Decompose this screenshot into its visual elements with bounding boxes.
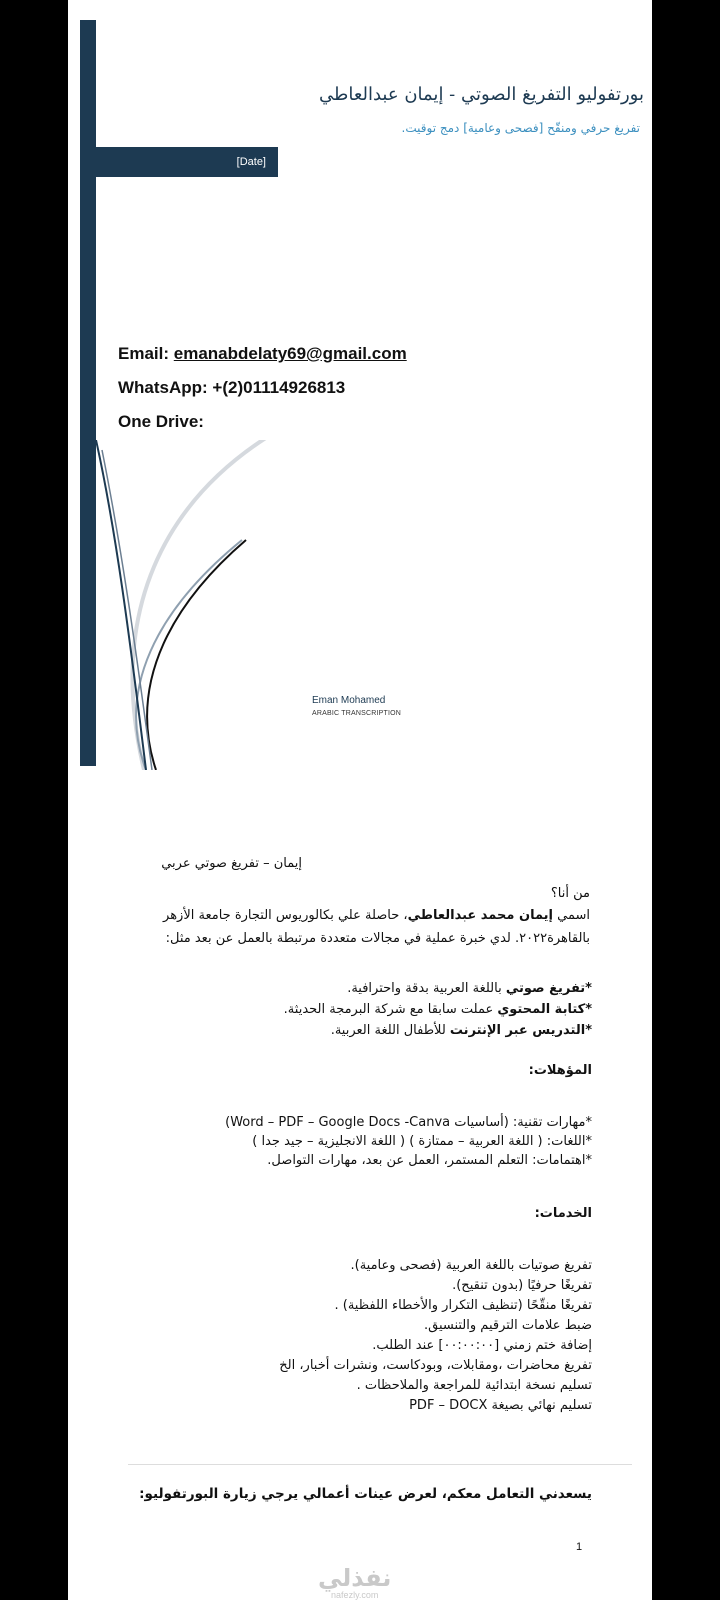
date-placeholder[interactable] (96, 147, 278, 177)
skill-text: عملت سابقا مع شركة البرمجة الحديثة. (283, 1002, 498, 1017)
service-item: تفريغ محاضرات ،ومقابلات، وبودكاست، ونشرات أخبار، الخ (279, 1358, 592, 1373)
whatsapp-line: WhatsApp: +(2)01114926813 (118, 378, 346, 397)
left-black-margin (0, 0, 68, 1600)
intro-line-1 (163, 908, 590, 923)
document-page (68, 0, 652, 1600)
closing-line: يسعدني التعامل معكم، لعرض عينات أعمالي يرجي زيارة البورتفوليو: (139, 1486, 592, 1502)
services-heading: الخدمات: (534, 1206, 592, 1221)
qualification-item: *اللغات: ( اللغة العربية – ممتازة ) ( اللغة الانجليزية – جيد جدا ) (252, 1134, 592, 1149)
qualifications-list (225, 1113, 592, 1170)
intro-suffix: ، حاصلة علي بكالوريوس التجارة جامعة الأزهر (163, 908, 408, 923)
email-link[interactable]: emanabdelaty69@gmail.com (173, 344, 407, 363)
watermark-arabic: نفذلي (318, 1564, 392, 1592)
skills-list (284, 978, 592, 1041)
service-item: تسليم نهائي بصيغة PDF – DOCX (409, 1398, 592, 1413)
site-watermark (318, 1566, 391, 1600)
skill-text: باللغة العربية بدقة واحترافية. (347, 981, 506, 996)
cover-title: بورتفوليو التفريغ الصوتي - إيمان عبدالعاطي (319, 84, 644, 105)
service-item: تفريغًا حرفيًا (بدون تنقيح). (452, 1278, 592, 1293)
watermark-latin: nafezly.com (331, 1590, 379, 1600)
cover-subtitle: تفريغ حرفي ومنقّح [فصحى وعامية] دمج توقيت. (401, 121, 640, 135)
services-list (279, 1256, 592, 1416)
email-label: Email: (118, 344, 170, 363)
qualifications-heading: المؤهلات: (528, 1063, 592, 1078)
skill-label: *كتابة المحتوي (497, 1002, 592, 1017)
onedrive-line: One Drive: (118, 412, 204, 431)
date-text: [Date] (236, 156, 266, 168)
cover-sidebar-stripe (80, 20, 96, 766)
qualification-item: *اهتمامات: التعلم المستمر، العمل عن بعد، مهارات التواصل. (267, 1153, 592, 1168)
brand-subtitle: ARABIC TRANSCRIPTION (312, 710, 402, 717)
page-header: إيمان – تفريغ صوتي عربي (161, 856, 302, 871)
skill-label: *التدريس عبر الإنترنت (449, 1023, 592, 1038)
page-number: 1 (576, 1541, 583, 1553)
service-item: تسليم نسخة ابتدائية للمراجعة والملاحظات . (356, 1378, 592, 1393)
service-item: تفريغًا منقّحًا (تنظيف التكرار والأخطاء اللفظية) . (334, 1298, 592, 1313)
skill-text: للأطفال اللغة العربية. (330, 1023, 450, 1038)
service-item: إضافة ختم زمني [٠٠:٠٠:٠٠] عند الطلب. (372, 1338, 592, 1353)
skill-item (284, 1020, 592, 1041)
page-divider (128, 1464, 632, 1465)
decorative-swoosh-lines (96, 440, 326, 770)
skill-label: *تفريغ صوتي (505, 981, 592, 996)
brand-name: Eman Mohamed (312, 695, 386, 706)
service-item: ضبط علامات الترقيم والتنسيق. (423, 1318, 592, 1333)
qualification-item: *مهارات تقنية: (أساسيات Word – PDF – Google Docs -Canva) (225, 1115, 592, 1130)
intro-prefix: اسمي (553, 908, 590, 923)
skill-item (284, 999, 592, 1020)
skill-item (284, 978, 592, 999)
intro-name: إيمان محمد عبدالعاطي (407, 908, 553, 923)
intro-line-2: بالقاهرة٢٠٢٢. لدي خبرة عملية في مجالات متعددة مرتبطة بالعمل عن بعد مثل: (165, 931, 590, 946)
intro-question: من أنا؟ (550, 886, 590, 901)
right-black-margin (652, 0, 720, 1600)
contact-block (118, 344, 407, 446)
email-line (118, 344, 407, 378)
service-item: تفريغ صوتيات باللغة العربية (فصحى وعامية). (350, 1258, 592, 1273)
